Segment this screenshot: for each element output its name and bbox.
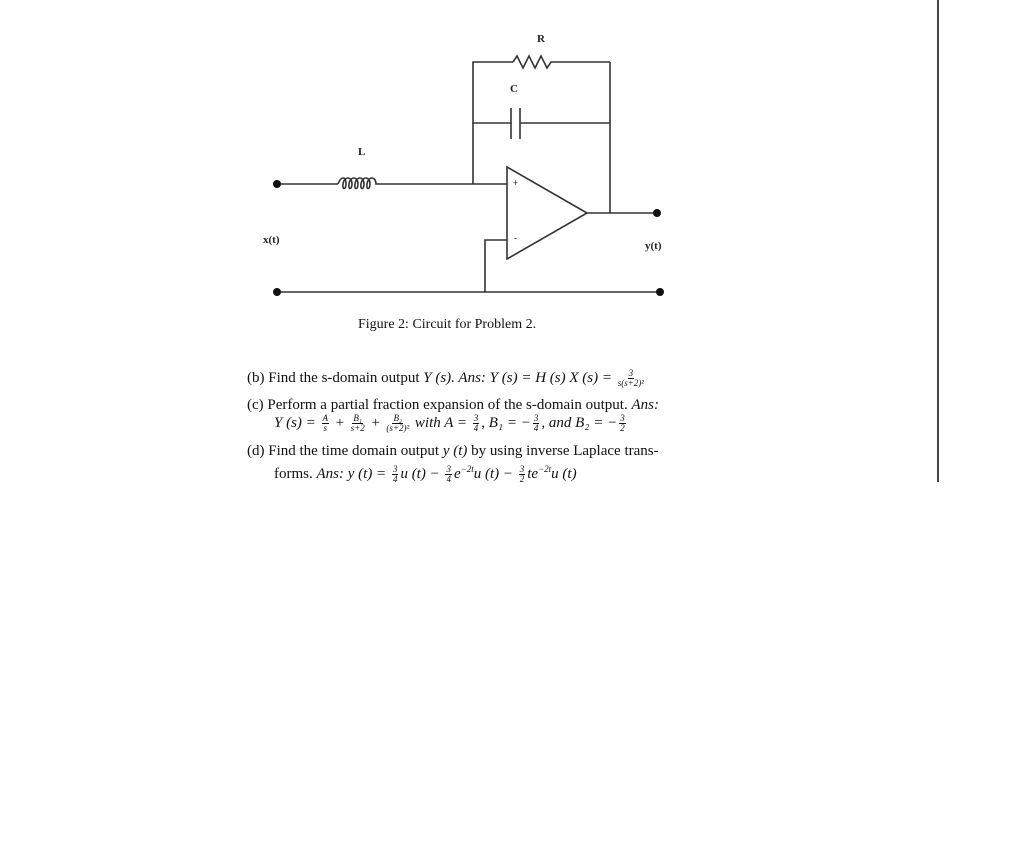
- text: +: [366, 414, 385, 431]
- text: Ans: Y (s) = H (s) X (s) =: [454, 369, 616, 386]
- exponent: −2t: [538, 464, 552, 474]
- fraction: [351, 414, 365, 433]
- text: (b) Find the s-domain output: [247, 369, 424, 386]
- num: 3: [446, 464, 451, 475]
- num: 3: [620, 413, 625, 423]
- num: 3: [473, 413, 479, 423]
- text: , and B₂ = −: [541, 414, 618, 431]
- text: with A =: [411, 414, 471, 431]
- output-terminal-bottom: [656, 288, 664, 296]
- den: 4: [446, 474, 451, 485]
- num: A: [322, 413, 329, 423]
- fraction: [519, 465, 526, 484]
- text: (c) Perform a partial fraction expansion of the s-domain output.: [247, 397, 628, 413]
- text: u (t) −: [400, 466, 444, 482]
- num: 3: [519, 464, 525, 475]
- text: +: [331, 414, 349, 431]
- text: by using inverse Laplace trans-: [467, 443, 659, 459]
- label-c: C: [510, 83, 518, 95]
- output-terminal-top: [653, 209, 661, 217]
- num: 3: [392, 464, 398, 475]
- resistor: [513, 56, 610, 68]
- text: u (t): [551, 466, 577, 482]
- label-r: R: [537, 33, 545, 45]
- den: (s+2)²: [386, 423, 410, 433]
- num: B₂: [393, 413, 403, 423]
- fraction: [322, 414, 330, 433]
- fraction: [392, 465, 399, 484]
- text: e: [453, 466, 461, 482]
- num: 3: [533, 413, 539, 423]
- text: (d) Find the time domain output: [247, 443, 443, 459]
- den: s(s+2)²: [617, 378, 644, 388]
- den: 4: [473, 423, 479, 433]
- inductor: [338, 178, 390, 189]
- fraction: [445, 465, 452, 484]
- input-terminal-top: [273, 180, 281, 188]
- text: Y (s) =: [274, 414, 320, 431]
- page-border: [937, 0, 939, 482]
- text: , B₁ = −: [481, 414, 531, 431]
- label-l: L: [358, 146, 366, 158]
- fraction: [473, 414, 480, 433]
- label-output: y(t): [645, 240, 662, 252]
- fraction: [618, 369, 644, 388]
- input-terminal-bottom: [273, 288, 281, 296]
- circuit-diagram: [0, 0, 1024, 320]
- text: Ans:: [631, 397, 659, 413]
- label-plus: +: [513, 178, 519, 188]
- label-minus: -: [514, 233, 517, 243]
- text: y (t): [442, 443, 468, 459]
- den: 2: [620, 423, 625, 433]
- minus-wire: [485, 240, 507, 292]
- num: 3: [628, 368, 634, 378]
- den: 2: [519, 474, 525, 485]
- label-input: x(t): [263, 234, 280, 246]
- opamp: [507, 167, 587, 259]
- exponent: −2t: [460, 464, 474, 474]
- text: u (t) −: [473, 466, 517, 482]
- den: 4: [392, 474, 398, 485]
- den: 4: [533, 423, 539, 433]
- den: s+2: [350, 423, 365, 433]
- capacitor-plates: [511, 108, 520, 139]
- text: te: [527, 466, 539, 482]
- problem-c-line2: [274, 414, 628, 433]
- text: forms.: [274, 466, 317, 482]
- problem-c: [247, 397, 659, 413]
- text: Y (s).: [423, 369, 455, 386]
- fraction: [619, 414, 626, 433]
- num: B₁: [353, 413, 363, 423]
- figure-caption: Figure 2: Circuit for Problem 2.: [358, 317, 537, 332]
- problem-d-line2: [274, 461, 577, 484]
- problem-b: [247, 369, 646, 388]
- problem-d: [247, 443, 659, 459]
- text: Ans: y (t) =: [316, 466, 390, 482]
- fraction: [533, 414, 540, 433]
- den: s: [323, 423, 328, 433]
- fraction: [386, 414, 409, 433]
